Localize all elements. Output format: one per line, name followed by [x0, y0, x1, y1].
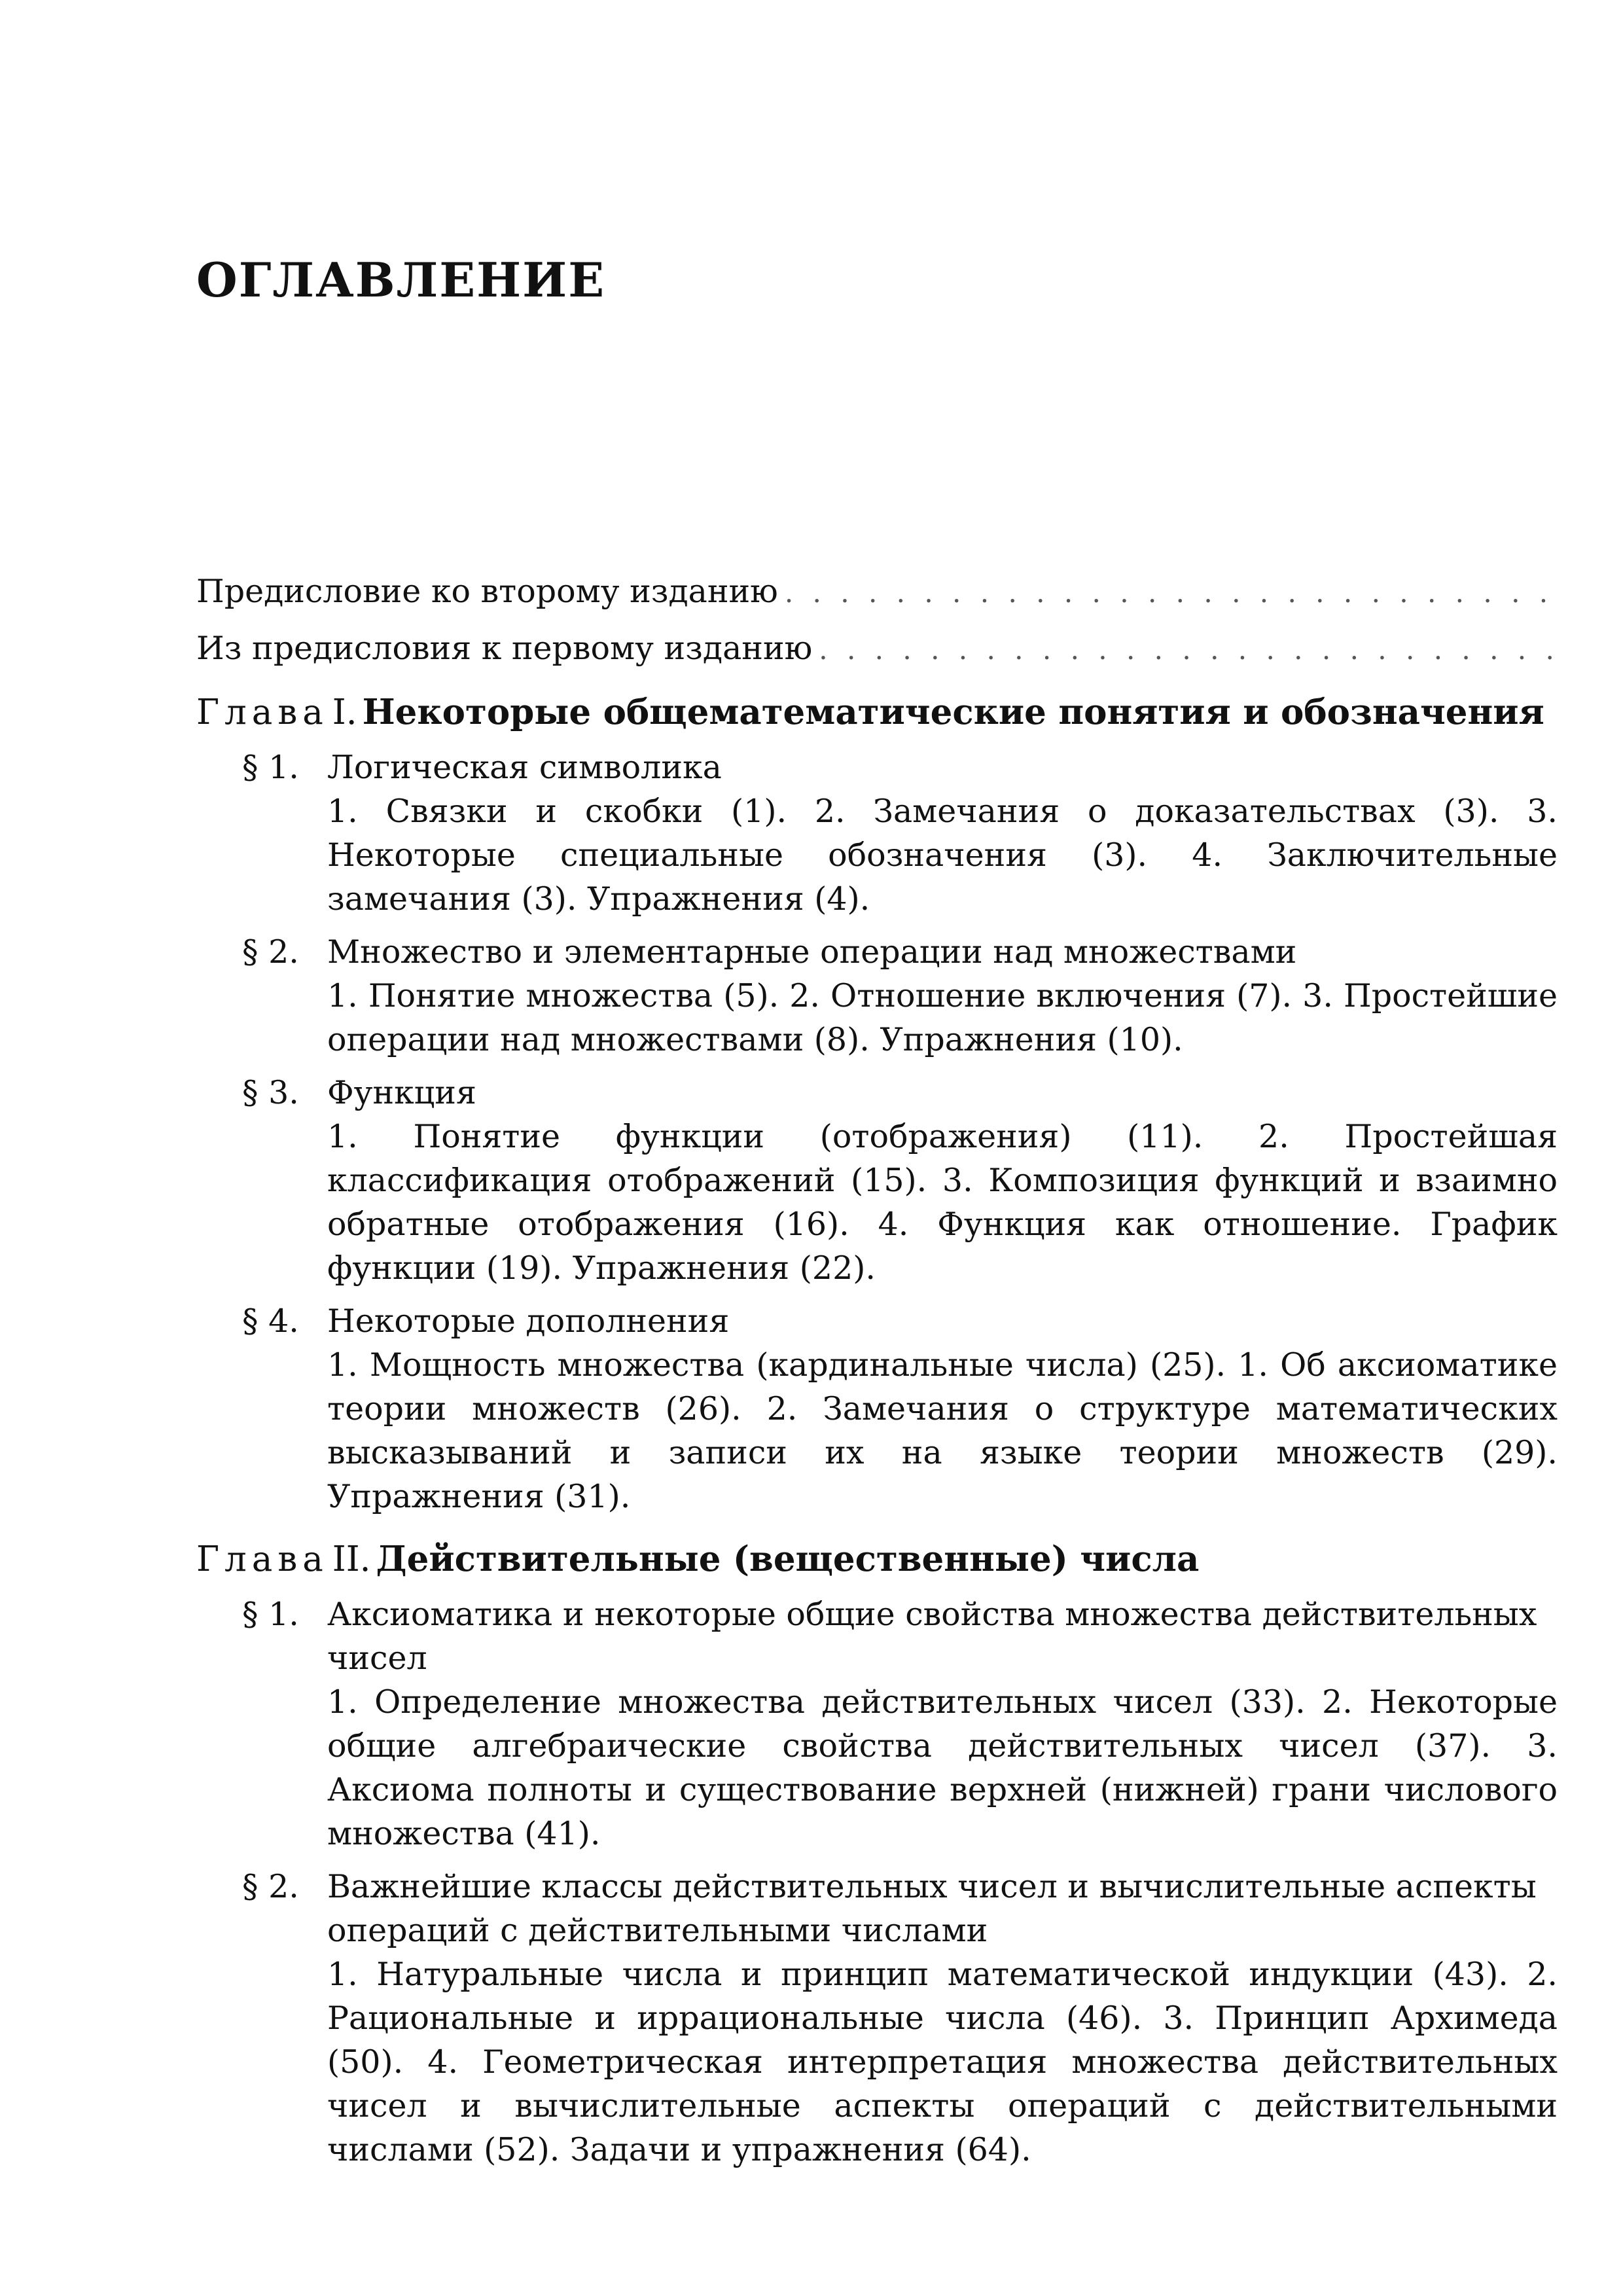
chapter-1-section-4	[242, 1299, 1558, 1518]
chapter-2-section-2	[242, 1865, 1558, 2172]
section-heading[interactable]	[242, 1071, 1558, 1115]
section-heading[interactable]	[242, 1592, 1558, 1636]
section-heading[interactable]	[242, 1299, 1558, 1343]
toc-entry-preface-second[interactable]	[196, 569, 1558, 615]
section-title: Некоторые дополнения	[327, 1302, 730, 1340]
section-heading-continued[interactable]	[327, 1909, 1558, 1952]
section-contents: 1. Понятие функции (отображения) (11). 2. Простейшая классификация отображений (15). 3. Композиция функций и взаимно обратные отображения (16). 4. Функция как отношение. График функции (19). Упражнения (22).	[327, 1118, 1558, 1287]
section-number: § 3.	[242, 1074, 299, 1111]
toc-entry-label: Из предисловия к первому изданию	[196, 630, 813, 667]
chapter-number: II.	[332, 1539, 371, 1579]
section-title: Логическая символика	[327, 749, 722, 786]
section-heading[interactable]	[242, 1865, 1558, 1909]
chapter-heading-text	[196, 1535, 1199, 1583]
section-title-continued: операций с действительными числами	[327, 1912, 988, 1949]
chapter-1-section-3	[242, 1071, 1558, 1290]
section-number: § 4.	[242, 1302, 299, 1340]
section-contents: 1. Натуральные числа и принцип математической индукции (43). 2. Рациональные и иррациональные числа (46). 3. Принцип Архимеда (50). 4. Геометрическая интерпретация множества действительных чисел и вычислительные аспекты операций с действительными числами (52). Задачи и упражнения (64).	[327, 1956, 1558, 2168]
dot-leader	[778, 571, 1558, 615]
chapter-2-section-1	[242, 1592, 1558, 1856]
chapter-2-heading[interactable]	[196, 1535, 1558, 1583]
section-title: Аксиоматика и некоторые общие свойства множества действительных	[327, 1596, 1537, 1633]
section-number: § 1.	[242, 749, 299, 786]
chapter-title: Действительные (вещественные) числа	[376, 1539, 1200, 1579]
section-number: § 2.	[242, 1868, 299, 1905]
section-heading[interactable]	[242, 745, 1558, 789]
section-contents: 1. Связки и скобки (1). 2. Замечания о доказательствах (3). 3. Некоторые специальные обозначения (3). 4. Заключительные замечания (3). Упражнения (4).	[327, 793, 1558, 918]
page-title: ОГЛАВЛЕНИЕ	[196, 252, 606, 308]
section-number: § 2.	[242, 933, 299, 971]
section-title: Функция	[327, 1074, 476, 1111]
chapter-1-section-2	[242, 930, 1558, 1062]
section-contents: 1. Мощность множества (кардинальные числа) (25). 1. Об аксиоматике теории множеств (26). 2. Замечания о структуре математических высказываний и записи их на языке теории множеств (29). Упражнения (31).	[327, 1346, 1558, 1515]
section-title: Множество и элементарные операции над множествами	[327, 933, 1297, 971]
toc-entry-preface-first[interactable]	[196, 626, 1558, 672]
chapter-title: Некоторые общематематические понятия и обозначения	[362, 692, 1544, 732]
dot-leader	[812, 628, 1558, 672]
section-heading-continued[interactable]	[327, 1636, 1558, 1680]
section-heading[interactable]	[242, 930, 1558, 974]
table-of-contents	[196, 569, 1558, 2172]
section-title: Важнейшие классы действительных чисел и вычислительные аспекты	[327, 1868, 1537, 1905]
section-contents: 1. Определение множества действительных чисел (33). 2. Некоторые общие алгебраические свойства действительных чисел (37). 3. Аксиома полноты и существование верхней (нижней) грани числового множества (41).	[327, 1683, 1558, 1852]
chapter-word: Глава	[196, 692, 329, 732]
chapter-1-section-1	[242, 745, 1558, 921]
section-title-continued: чисел	[327, 1640, 427, 1677]
toc-entry-label: Предисловие ко второму изданию	[196, 573, 778, 610]
section-number: § 1.	[242, 1596, 299, 1633]
section-contents: 1. Понятие множества (5). 2. Отношение включения (7). 3. Простейшие операции над множествами (8). Упражнения (10).	[327, 977, 1558, 1058]
chapter-1-heading[interactable]	[196, 689, 1558, 736]
chapter-word: Глава	[196, 1539, 329, 1579]
chapter-number: I.	[332, 692, 357, 732]
